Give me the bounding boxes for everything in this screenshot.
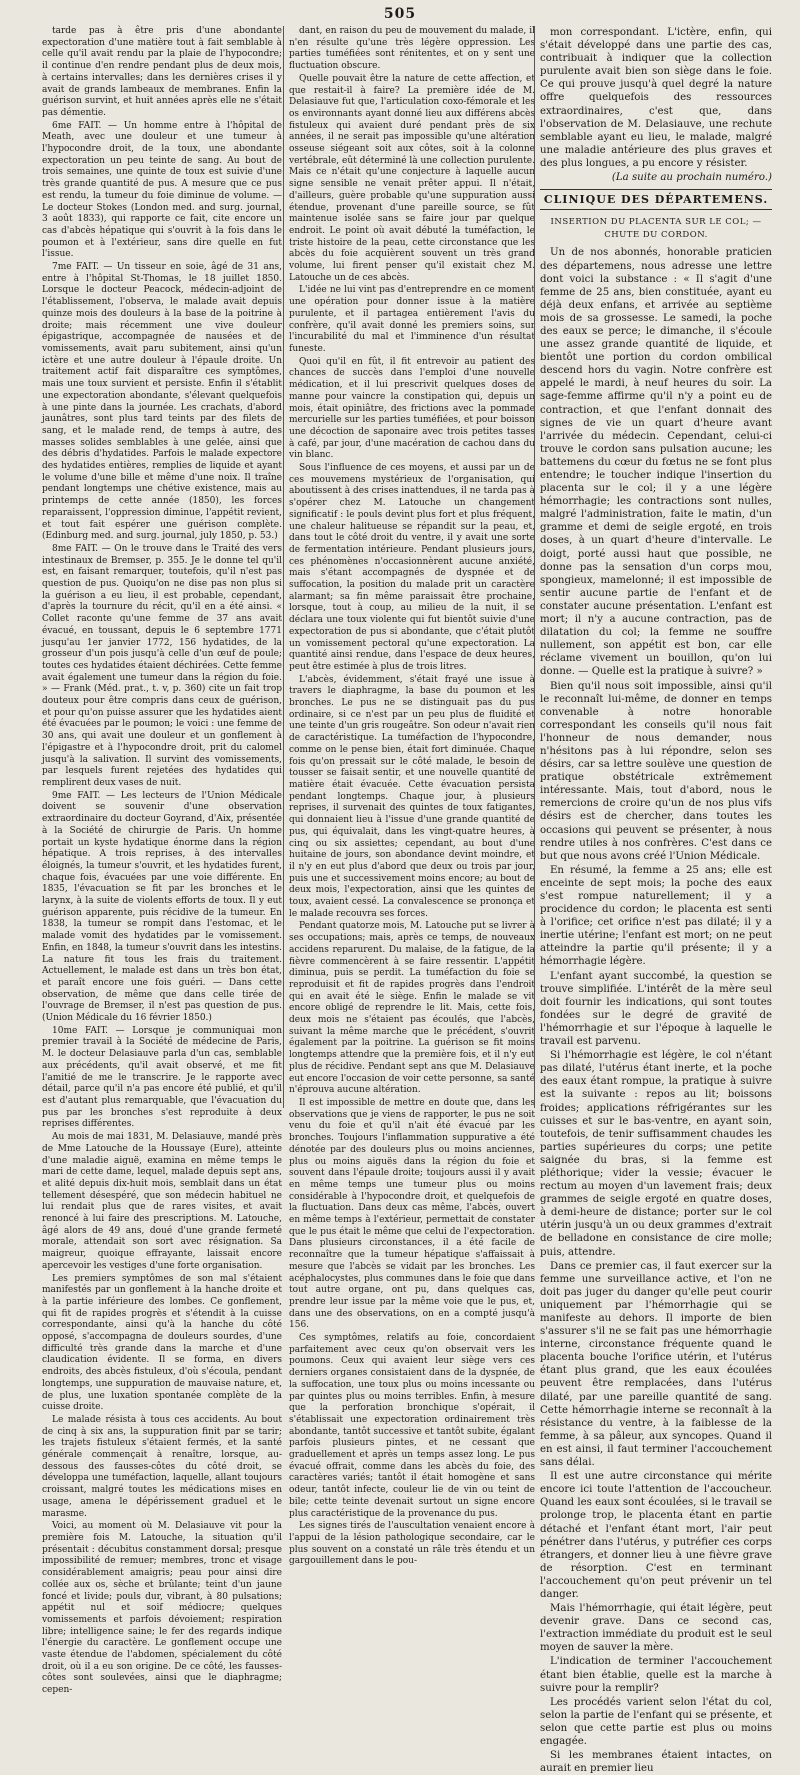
paragraph: L'idée ne lui vint pas d'entreprendre en ce moment une opération pour donner issue à la matière purulente, et il partagea entièrement l'avis du confrère, qu'il avait donné les premiers soins, sur l'incurabilité du mal et l'imminence d'un résultat funeste. (289, 285, 535, 354)
section-title: CLINIQUE DES DÉPARTEMENS. (543, 193, 769, 207)
paragraph: L'abcès, évidemment, s'était frayé une issue à travers le diaphragme, la base du poumon et les bronches. Le pus ne se distinguait pas du pus ordinaire, si ce n'est par un peu plus de fluidité et une teinte d'un gris rougeâtre. Son odeur n'avait rien de caractéristique. La tuméfaction de l'hypocondre, comme on le pense bien, était fort diminuée. Chaque fois qu'on pressait sur le côté malade, le besoin de tousser se faisait sentir, et une nouvelle quantité de matière était évacuée. Cette évacuation persista pendant longtemps. Chaque jour, à plusieurs reprises, il survenait des quintes de toux fatigantes, qui donnaient lieu à l'issue d'une grande quantité de pus, qui équivalait, dans les vingt-quatre heures, à cinq ou six assiettes; cependant, au bout d'une huitaine de jours, son abondance devint moindre, et il n'y en eut plus d'abord que deux ou trois par jour, puis une et successivement moins encore; au bout de deux mois, l'expectoration, ainsi que les quintes de toux, avaient cessé. La convalescence se prononça et le malade recouvra ses forces. (289, 674, 535, 919)
section-rule-bottom (540, 209, 772, 210)
paragraph: L'indication de terminer l'accouchement étant bien établie, quelle est la marche à suivre pour la remplir? (540, 1656, 772, 1694)
paragraph: Sous l'influence de ces moyens, et aussi par un de ces mouvemens mystérieux de l'organisation, qui aboutissent à des crises inattendues, il ne tarda pas à s'opérer chez M. Latouche un changement significatif : le pouls devint plus fort et plus fréquent, une chaleur halitueuse se répandit sur la peau, et, dans tout le côté droit du ventre, il y avait une sorte de fermentation intérieure. Pendant plusieurs jours, ces phénomènes n'occasionnèrent aucune anxiété, mais s'étant accompagnés de dyspnée et de suffocation, la position du malade prit un caractère alarmant; sa fin même paraissait être prochaine, lorsque, tout à coup, au milieu de la nuit, il se déclara une toux violente qui fut bientôt suivie d'une expectoration de pus si abondante, que c'était plutôt un vomissement pectoral qu'une expectoration. La quantité ainsi rendue, dans l'espace de deux heures, peut être estimée à plus de trois litres. (289, 463, 535, 672)
paragraph: Le malade résista à tous ces accidents. Au bout de cinq à six ans, la suppuration finit par se tarir; les trajets fistuleux s'étaient fermés, et la santé générale commençait à renaître, lorsque, au-dessous des fausses-côtes du côté droit, se développa une tuméfaction, laquelle, allant toujours croissant, malgré toutes les médications mises en usage, amena le dépérissement graduel et le marasme. (42, 1414, 282, 1519)
paragraph: dant, en raison du peu de mouvement du malade, il n'en résulte qu'une très légère oppression. Les parties tuméfiées sont rénitentes, et on y sent une fluctuation obscure. (289, 26, 535, 72)
paragraph: 8me FAIT. — On le trouve dans le Traité des vers intestinaux de Bremser, p. 355. Je le donne tel qu'il est, en faisant remarquer, toutefois, qu'il n'est pas question de pus. Quoiqu'on ne dise pas non plus si la guérison a eu lieu, il est probable, cependant, d'après la tournure du récit, qu'il en a été ainsi. « Collet raconte qu'une femme de 37 ans avait évacué, en toussant, depuis le 6 septembre 1771 jusqu'au 1er janvier 1772, 156 hydatides, de la grosseur d'un pois jusqu'à celle d'un œuf de poule; toutes ces hydatides étaient déchirées. Cette femme avait également une tumeur dans la région du foie. » — Frank (Méd. prat., t. v, p. 360) cite un fait trop douteux pour être compris dans ceux de guérison, et pour qu'on puisse assurer que les hydatides aient été évacuées par le poumon; le voici : une femme de 30 ans, qui avait une douleur et un gonflement à l'épigastre et à l'hypocondre droit, prit du calomel jusqu'à la salivation. Il survint des vomissements, par lesquels furent rejetées des hydatides qui remplirent deux vases de nuit. (42, 543, 282, 788)
continued-note: (La suite au prochain numéro.) (611, 172, 772, 184)
paragraph: Dans ce premier cas, il faut exercer sur la femme une surveillance active, et l'on ne doit pas juger du danger qu'elle peut courir uniquement par l'hémorrhagie qui se manifeste au dehors. Il importe de bien s'assurer s'il ne se fait pas une hémorrhagie interne, circonstance fréquente quand le placenta bouche l'orifice utérin, et l'utérus étant plus grand, que les eaux écoulées peuvent être remplacées, dans l'utérus dilaté, par une pareille quantité de sang. Cette hémorrhagie interne se reconnaît à la résistance du ventre, à la faiblesse de la femme, à sa pâleur, aux syncopes. Quand il en est ainsi, il faut terminer l'accouchement sans délai. (540, 1260, 772, 1469)
paragraph: L'enfant ayant succombé, la question se trouve simplifiée. L'intérêt de la mère seul doit fournir les indications, qui sont toutes fondées sur le degré de gravité de l'hémorrhagie et sur l'époque à laquelle le travail est parvenu. (540, 970, 772, 1048)
paragraph: Les premiers symptômes de son mal s'étaient manifestés par un gonflement à la hanche droite et à la partie inférieure des lombes. Ce gonflement, qui fit de rapides progrès et s'étendit à la cuisse correspondante, ainsi qu'à la hanche du côté opposé, s'accompagna de douleurs sourdes, d'une difficulté très grande dans la marche et d'une claudication évidente. Il se forma, en divers endroits, des abcès fistuleux, d'où s'écoula, pendant longtemps, une suppuration de mauvaise nature, et, de plus, une luxation spontanée complète de la cuisse droite. (42, 1273, 282, 1413)
paragraph: Bien qu'il nous soit impossible, ainsi qu'il le reconnaît lui-même, de donner en temps convenable à notre honorable correspondant les conseils qu'il nous fait l'honneur de nous demander, nous n'hésitons pas à lui répondre, selon ses désirs, car sa lettre soulève une question de pratique obstétricale extrêmement intéressante. Mais, tout d'abord, nous le remercions de croire qu'un de nos plus vifs désirs est de chercher, dans toutes les occasions qui peuvent se présenter, à nous rendre utiles à nos confrères. C'est dans ce but que nous avons créé l'Union Médicale. (540, 680, 772, 862)
paragraph: 6me FAIT. — Un homme entre à l'hôpital de Meath, avec une douleur et une tumeur à l'hypocondre droit, de la toux, une abondante expectoration un peu teinte de sang. Au bout de trois semaines, une quinte de toux est suivie d'une très grande quantité de pus. A mesure que ce pus est rendu, la tumeur du foie diminue de volume. — Le docteur Stokes (London med. and surg. journal, 3 août 1833), qui rapporte ce fait, cite encore un cas d'abcès hépatique qui s'ouvrit à la fois dans le poumon et à l'extérieur, sans dire quelle en fut l'issue. (42, 120, 282, 260)
column-3-body (540, 246, 772, 1775)
paragraph: tarde pas à être pris d'une abondante expectoration d'une matière tout à fait semblable à celle qu'il avait rendu par la plaie de l'hypocondre; il continue d'en rendre pendant plus de deux mois, à certains intervalles; dans les dernières crises il y avait de grands lambeaux de membranes. Enfin la guérison survint, et huit années après elle ne s'était pas démentie. (42, 26, 282, 118)
paragraph: Si les membranes étaient intactes, on aurait en premier lieu (540, 1750, 772, 1775)
paragraph: Au mois de mai 1831, M. Delasiauve, mandé près de Mme Latouche de la Houssaye (Eure), atteinte d'une maladie aiguë, examina en même temps le mari de cette dame, lequel, malade depuis sept ans, et alité depuis dix-huit mois, semblait dans un état tellement désespéré, que son médecin habituel ne lui rendait plus que de rares visites, et avait renoncé à lui faire des prescriptions. M. Latouche, âgé alors de 49 ans, doué d'une grande fermeté morale, attendait son sort avec résignation. Sa maigreur, quoique effrayante, laissait encore apercevoir les vestiges d'une forte organisation. (42, 1132, 282, 1271)
paragraph: Les procédés varient selon l'état du col, selon la partie de l'enfant qui se présente, et selon que cette partie est plus ou moins engagée. (540, 1696, 772, 1747)
page-number: 505 (383, 6, 417, 22)
paragraph: Voici, au moment où M. Delasiauve vit pour la première fois M. Latouche, la situation qu'il présentait : décubitus constamment dorsal; presque impossibilité de remuer; membres, tronc et visage considérablement amaigris; peau pour ainsi dire collée aux os, sèche et brûlante; teint d'un jaune foncé et livide; pouls dur, vibrant, à 80 pulsations; appétit nul et soif médiocre; quelques vomissements et parfois dévoiement; respiration libre; intelligence saine; le fer des regards indique l'énergie du caractère. Le gonflement occupe une vaste étendue de l'abdomen, spécialement du côté droit, où il a eu son origine. De ce côté, les fausses-côtes sont soulevées, ainsi que le diaphragme; cepen- (42, 1521, 282, 1696)
section-rule-top (540, 189, 772, 190)
paragraph: Ces symptômes, relatifs au foie, concordaient parfaitement avec ceux qu'on observait vers les poumons. Ceux qui avaient leur siège vers ces derniers organes consistaient dans de la dyspnée, de la suffocation, une toux plus ou moins incessante ou par quintes plus ou moins terribles. Enfin, à mesure que la perforation bronchique s'opérait, il s'établissait une expectoration ordinairement très abondante, tantôt successive et tantôt subite, égalant parfois plusieurs pintes, et ne cessant que graduellement et après un temps assez long. Le pus évacué offrait, comme dans les abcès du foie, des caractères variés; tantôt il était homogène et sans odeur, tantôt infecte, couleur lie de vin ou teint de bile; cette teinte devenait surtout un signe encore plus caractéristique de la provenance du pus. (289, 1333, 535, 1519)
column-1 (42, 26, 282, 1696)
paragraph: 7me FAIT. — Un tisseur en soie, âgé de 31 ans, entre à l'hôpital St-Thomas, le 18 juillet 1850. Lorsque le docteur Peacock, médecin-adjoint de l'établissement, l'observa, le malade avait depuis quinze mois des douleurs à la base de la poitrine à droite; mais récemment une vive douleur épigastrique, accompagnée de nausées et de vomissements, avait paru subitement, ainsi qu'un ictère et une autre douleur à l'épaule droite. Un traitement actif fait disparaître ces symptômes, mais une toux survient et persiste. Enfin il s'établit une expectoration abondante, s'élevant quelquefois à une pinte dans la journée. Les crachats, d'abord jaunâtres, sont plus tard teints par des filets de sang, et le malade rend, de temps à autre, des masses solides semblables à une gelée, ainsi que des débris d'hydatides. Parfois le malade expectore des hydatides entières, remplies de liquide et ayant le volume d'une bille et même d'une noix. Il traîne pendant longtemps une chétive existence, mais au printemps de cette année (1850), les forces reparaissent, l'oppression diminue, l'appétit revient, et tout fait espérer une guérison complète. (Edinburg med. and surg. journal, july 1850, p. 53.) (42, 262, 282, 542)
paragraph: Un de nos abonnés, honorable praticien des départemens, nous adresse une lettre dont voici la substance : « Il s'agit d'une femme de 25 ans, bien constituée, ayant eu déjà deux enfans, et arrivée au septième mois de sa grossesse. Le samedi, la poche des eaux se perce; le dimanche, il s'écoule une assez grande quantité de liquide, et bientôt une portion du cordon ombilical descend hors du vagin. Notre confrère est appelé le mardi, à neuf heures du soir. La sage-femme affirme qu'il n'y a point eu de contraction, et que l'enfant donnait des signes de vie un quart d'heure avant l'arrivée du médecin. Cependant, celui-ci trouve le cordon sans pulsation aucune; les battemens du cœur du fœtus ne se font plus entendre; le toucher indique l'insertion du placenta sur le col; il y a une légère hémorrhagie; les contractions sont nulles, malgré l'administration, faite le matin, d'un gramme et demi de seigle ergoté, en trois doses, à un quart d'heure d'intervalle. Le doigt, porté aussi haut que possible, ne donne pas la sensation d'un corps mou, spongieux, mamelonné; il est impossible de sentir aucune partie de l'enfant et de constater aucune présentation. L'enfant est mort; il n'y a aucune contraction, pas de dilatation du col; la femme ne souffre nullement, son appétit est bon, car elle réclame vivement un bouillon, qu'on lui donne. — Quelle est la pratique à suivre? » (540, 247, 772, 678)
paragraph: 10me FAIT. — Lorsque je communiquai mon premier travail à la Société de médecine de Paris, M. le docteur Delasiauve parla d'un cas, semblable aux précédents, qu'il avait observé, et me fit l'amitié de me le transcrire. Je le rapporte avec détail, parce qu'il n'a pas encore été publié, et qu'il est d'autant plus remarquable, que l'évacuation du pus par les bronches s'est reproduite à deux reprises différentes. (42, 1025, 282, 1130)
paragraph: Il est une autre circonstance qui mérite encore ici toute l'attention de l'accoucheur. Quand les eaux sont écoulées, si le travail se prolonge trop, le placenta étant en partie détaché et l'enfant étant mort, l'air peut pénétrer dans l'utérus, y putréfier ces corps étrangers, et donner lieu à une fièvre grave de résorption. C'est en terminant l'accouchement qu'on peut prévenir un tel danger. (540, 1471, 772, 1600)
paragraph: En résumé, la femme a 25 ans; elle est enceinte de sept mois; la poche des eaux s'est rompue naturellement; il y a procidence du cordon; le placenta est senti à l'orifice; cet orifice n'est pas dilaté; il y a inertie utérine; l'enfant est mort; on ne peut atteindre la partie qu'il présente; il y a hémorrhagie légère. (540, 864, 772, 968)
column-3 (534, 26, 772, 1775)
section-subheading: INSERTION DU PLACENTA SUR LE COL; — CHUTE DU CORDON. (550, 217, 762, 241)
paragraph: Mais l'hémorrhagie, qui était légère, peut devenir grave. Dans ce second cas, l'extraction immédiate du produit est le seul moyen de sauver la mère. (540, 1603, 772, 1654)
paragraph: Si l'hémorrhagie est légère, le col n'étant pas dilaté, l'utérus étant inerte, et la poche des eaux étant rompue, la pratique à suivre est la suivante : repos au lit; boissons froides; applications réfrigérantes sur les cuisses et sur le bas-ventre, en ayant soin, toutefois, de tenir suffisamment chaudes les parties supérieures du corps; une petite saignée du bras, si la femme est pléthorique; vider la vessie; évacuer le rectum au moyen d'un lavement frais; deux grammes de seigle ergoté en quatre doses, à demi-heure de distance; porter sur le col utérin jusqu'à un ou deux grammes d'extrait de belladone en consistance de cire molle; puis, attendre. (540, 1050, 772, 1258)
paragraph: 9me FAIT. — Les lecteurs de l'Union Médicale doivent se souvenir d'une observation extraordinaire du docteur Goyrand, d'Aix, présentée à la Société de chirurgie de Paris. Un homme portait un kyste hydatique énorme dans la région hépatique. A trois reprises, à des intervalles éloignés, la tumeur s'ouvrit, et les hydatides furent, chaque fois, évacuées par une voie différente. En 1835, l'évacuation se fit par les bronches et le larynx, à la suite de violents efforts de toux. Il y eut guérison apparente, puis récidive de la tumeur. En 1838, la tumeur se rompit dans l'estomac, et le malade vomit des hydatides par le vomissement. Enfin, en 1848, la tumeur s'ouvrit dans les intestins. La nature fit tous les frais du traitement. Actuellement, le malade est dans un très bon état, et paraît encore une fois guéri. — Dans cette observation, de même que dans celle tirée de l'ouvrage de Bremser, il n'est pas question de pus. (Union Médicale du 16 février 1850.) (42, 790, 282, 1024)
paragraph: Pendant quatorze mois, M. Latouche put se livrer à ses occupations; mais, après ce temps, de nouveaux accidens reparurent. Du malaise, de la fatigue, de la fièvre commencèrent à se faire ressentir. L'appétit diminua, puis se perdit. La tuméfaction du foie se reproduisit et fit de rapides progrès dans l'endroit qui en avait été le siège. Enfin le malade se vit encore obligé de reprendre le lit. Mais, cette fois, deux mois ne s'étaient pas écoulés, que l'abcès, suivant la même marche que le précédent, s'ouvrit également par la poitrine. La guérison se fit moins longtemps attendre que la première fois, et il n'y eut plus de récidive. Pendant sept ans que M. Delasiauve eut encore l'occasion de voir cette personne, sa santé n'éprouva aucune altération. (289, 921, 535, 1096)
paragraph: Quoi qu'il en fût, il fit entrevoir au patient des chances de succès dans l'emploi d'une nouvelle médication, et il lui prescrivit quelques doses de manne pour vaincre la constipation qui, depuis un mois, était opiniâtre, des frictions avec la pommade mercurielle sur les parties tuméfiées, et pour boisson une décoction de saponaire avec trois petites tasses à café, par jour, d'une macération de cachou dans du vin blanc. (289, 356, 535, 461)
column-3-intro (540, 26, 772, 170)
paragraph: Quelle pouvait être la nature de cette affection, et que restait-il à faire? La première idée de M. Delasiauve fut que, l'articulation coxo-fémorale et les os environnants ayant donné lieu aux différens abcès fistuleux qui avaient duré pendant près de six années, il ne serait pas impossible qu'une altération osseuse siégeant soit aux côtes, soit à la colonne vertébrale, eût déterminé là une collection purulente. Mais ce n'était qu'une conjecture à laquelle aucun signe sensible ne venait prêter appui. Il n'était, d'ailleurs, guère probable qu'une suppuration aussi étendue, provenant d'une pareille source, se fût maintenue isolée sans se faire jour par quelque endroit. Le point où avait débuté la tuméfaction, le triste histoire de la peau, cette circonstance que les abcès du foie acquièrent souvent un très grand volume, lui firent penser qu'il existait chez M. Latouche un de ces abcès. (289, 73, 535, 283)
column-2 (283, 26, 535, 1567)
paragraph: mon correspondant. L'ictère, enfin, qui s'était développé dans une partie des cas, contribuait à indiquer que la collection purulente avait bien son siège dans le foie. Ce qui prouve jusqu'à quel degré la nature offre quelquefois des ressources extraordinaires, c'est que, dans l'observation de M. Delasiauve, une rechute semblable ayant eu lieu, le malade, malgré une maladie antérieure des plus graves et des plus longues, a pu encore y résister. (540, 27, 772, 169)
paragraph: Il est impossible de mettre en doute que, dans les observations que je viens de rapporter, le pus ne soit venu du foie et qu'il n'ait été évacué par les bronches. Toujours l'inflammation suppurative a été dénotée par des douleurs plus ou moins anciennes, plus ou moins aiguës dans la région du foie et souvent dans l'épaule droite; toujours aussi il y avait en même temps une tumeur plus ou moins considérable à l'hypocondre droit, et quelquefois de la fluctuation. Dans deux cas même, l'abcès, ouvert en même temps à l'extérieur, permettait de constater que le pus était le même que celui de l'expectoration. Dans plusieurs circonstances, il a été facile de reconnaître que la tumeur hépatique s'affaissait à mesure que l'abcès se vidait par les bronches. Les acéphalocystes, plus communes dans le foie que dans tout autre organe, ont pu, dans quelques cas, prendre leur issue par la même voie que le pus, et, dans une des observations, on en a compté jusqu'à 156. (289, 1097, 535, 1331)
paragraph: Les signes tirés de l'auscultation venaient encore à l'appui de la lésion pathologique secondaire, car le plus souvent on a constaté un râle très étendu et un gargouillement dans le pou- (289, 1521, 535, 1567)
